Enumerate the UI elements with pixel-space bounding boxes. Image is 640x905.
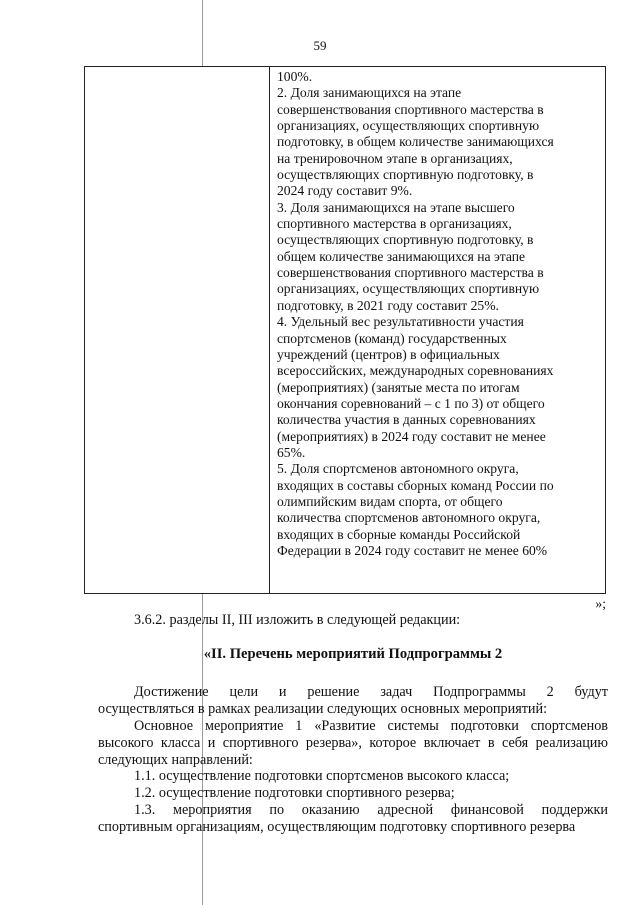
cell-line: 65%.	[277, 444, 306, 460]
cell-line: 2024 году составит 9%.	[277, 183, 413, 199]
scan-artifact-line	[202, 0, 203, 66]
cell-line: подготовку, в общем количестве занимающихся	[277, 134, 554, 150]
list-item-continuation: спортивным организациям, осуществляющим подготовку спортивного резерва	[98, 818, 576, 835]
list-item: 1.3. мероприятия по оказанию адресной финансовой поддержки	[134, 801, 608, 818]
section-heading: «II. Перечень мероприятий Подпрограммы 2	[203, 646, 503, 662]
list-item: 1.1. осуществление подготовки спортсменов высокого класса;	[134, 768, 510, 784]
list-item: 1.2. осуществление подготовки спортивного резерва;	[134, 784, 455, 801]
cell-line: осуществляющих спортивную подготовку, в	[277, 167, 534, 183]
main-activity-paragraph	[98, 718, 608, 769]
cell-line: учреждений (центров) в официальных	[277, 346, 500, 362]
cell-line: общем количестве занимающихся на этапе	[277, 248, 526, 264]
cell-line: всероссийских, международных соревнованиях	[277, 363, 554, 379]
amendment-text: 3.6.2. разделы II, III изложить в следующей редакции:	[134, 612, 461, 628]
cell-line: количества участия в данных соревнованиях	[277, 412, 536, 428]
intro-paragraph	[98, 684, 608, 718]
cell-line: совершенствования спортивного мастерства в	[277, 101, 544, 117]
cell-line: 3. Доля занимающихся на этапе высшего	[277, 199, 515, 215]
cell-line: входящих в сборные команды Российской	[277, 526, 521, 542]
targets-table	[84, 66, 606, 594]
paragraph-line: Достижение цели и решение задач Подпрограммы 2 будут	[134, 684, 608, 700]
cell-line: на тренировочном этапе в организациях,	[277, 150, 513, 166]
cell-line: 5. Доля спортсменов автономного округа,	[277, 461, 519, 477]
cell-line: подготовку, в 2021 году составит 25%.	[277, 297, 499, 313]
cell-line: 100%.	[277, 69, 313, 84]
activity-list	[98, 768, 608, 836]
cell-line: Федерации в 2024 году составит не менее 60%	[277, 542, 548, 558]
page-number: 59	[313, 38, 327, 53]
amendment-paragraph	[98, 612, 608, 629]
cell-line: организациях, осуществляющих спортивную	[277, 118, 540, 134]
cell-line: (мероприятиях) (занятые места по итогам	[277, 379, 520, 395]
cell-line: совершенствования спортивного мастерства в	[277, 265, 544, 281]
cell-line: (мероприятиях) в 2024 году составит не менее	[277, 428, 546, 444]
paragraph-line: высокого класса и спортивного резерва», которое включает в себя реализацию	[98, 734, 608, 751]
cell-line: количества спортсменов автономного округа,	[277, 510, 541, 526]
cell-line: окончания соревнований – с 1 по 3) от общего	[277, 395, 545, 411]
cell-line: входящих в составы сборных команд России по	[277, 477, 554, 493]
table-column-divider	[269, 67, 270, 593]
table-closing-quote: »;	[595, 596, 606, 611]
cell-line: 4. Удельный вес результативности участия	[277, 314, 524, 330]
paragraph-line: осуществляться в рамках реализации следующих основных мероприятий:	[98, 700, 548, 717]
cell-line: олимпийским видам спорта, от общего	[277, 493, 503, 509]
table-cell-indicators	[277, 69, 597, 559]
cell-line: спортивного мастерства в организациях,	[277, 216, 512, 232]
cell-line: организациях, осуществляющих спортивную	[277, 281, 540, 297]
cell-line: 2. Доля занимающихся на этапе	[277, 85, 462, 101]
cell-line: спортсменов (команд) государственных	[277, 330, 507, 346]
paragraph-line: Основное мероприятие 1 «Развитие системы подготовки спортсменов	[134, 718, 608, 734]
paragraph-line: следующих направлений:	[98, 751, 253, 768]
cell-line: осуществляющих спортивную подготовку, в	[277, 232, 534, 248]
